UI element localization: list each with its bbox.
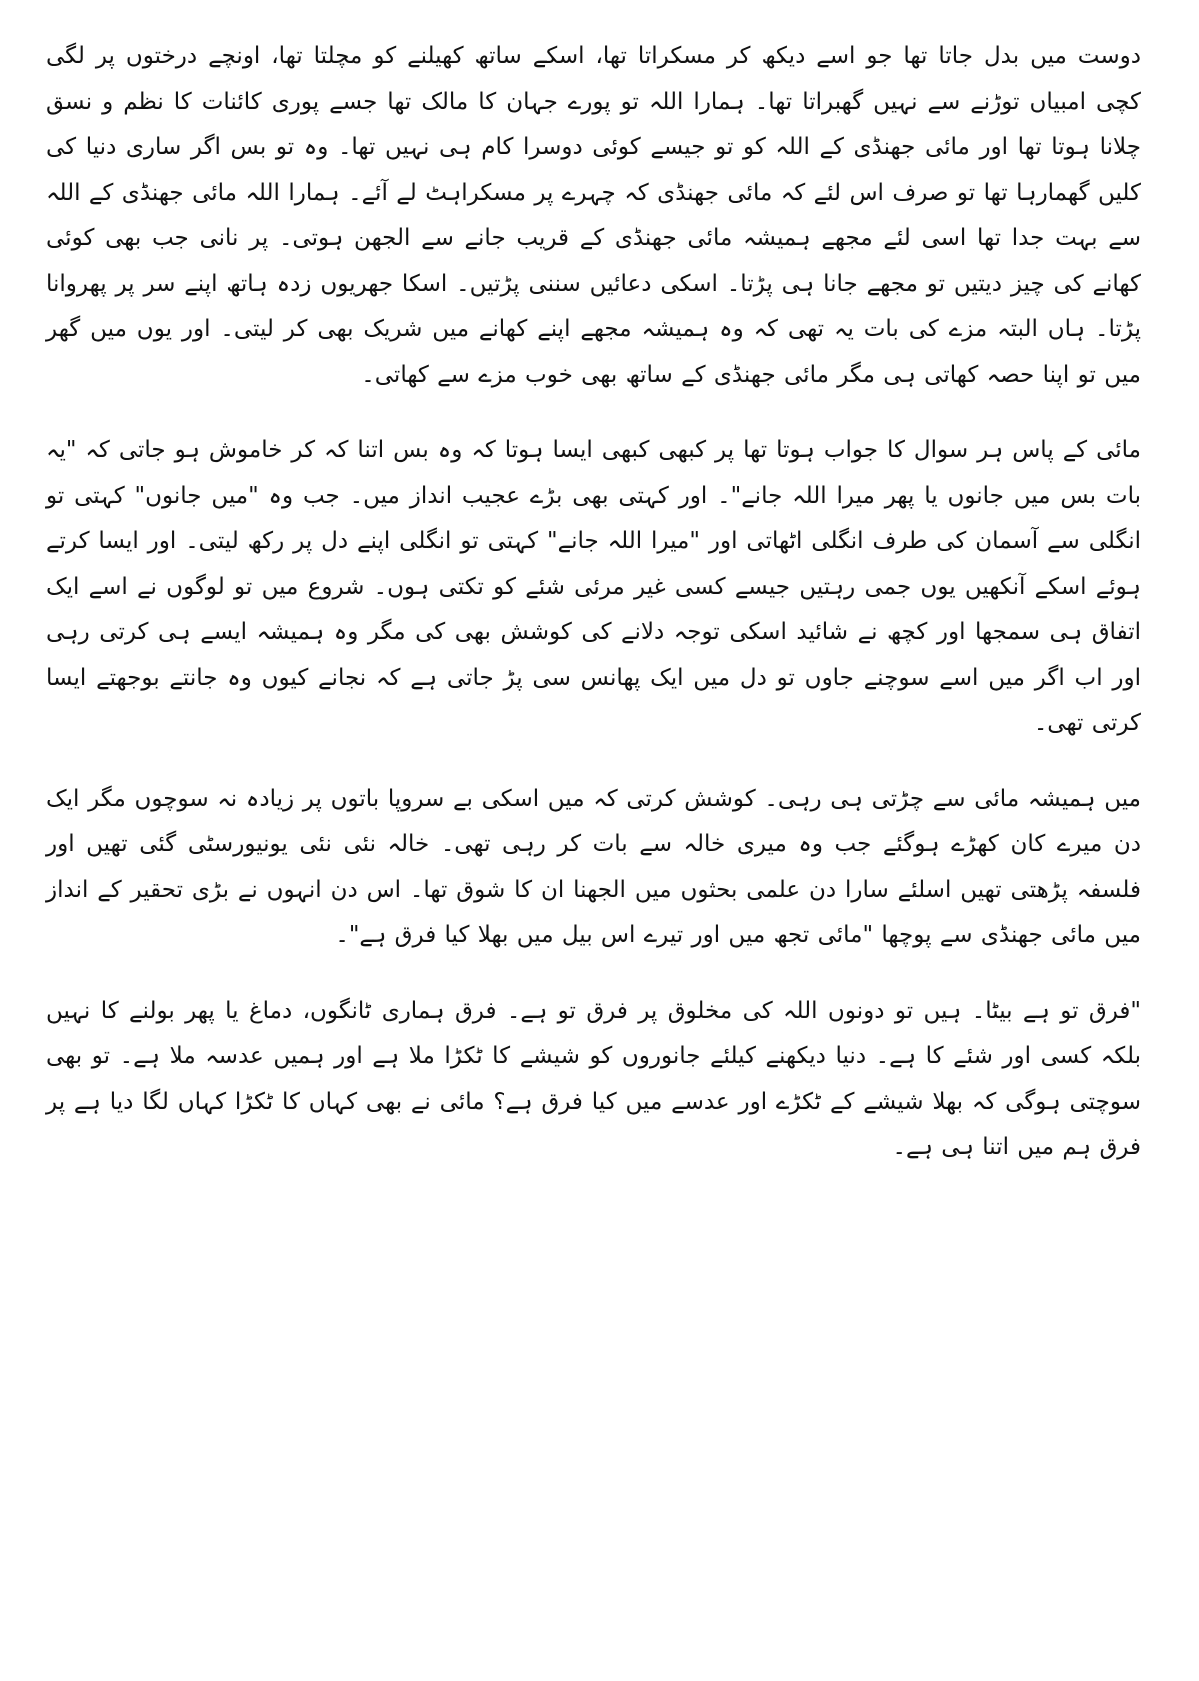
paragraph-3: میں ہمیشہ مائی سے چڑتی ہی رہی۔ کوشش کرتی کہ میں اسکی بے سروپا باتوں پر زیادہ نہ سوچوں مگر ایک دن میرے کان کھڑے ہوگئے جب وہ میری خالہ سے بات کر رہی تھی۔ خالہ نئی نئی یونیورسٹی گئی تھیں اور فلسفہ پڑھتی تھیں اسلئے سارا دن علمی بحثوں میں الجھنا ان کا شوق تھا۔ اس دن انہوں نے بڑی تحقیر کے انداز میں مائی جھنڈی سے پوچھا "مائی تجھ میں اور تیرے اس بیل میں بھلا کیا فرق ہے"۔ bbox=[46, 785, 1141, 948]
paragraph-spacer bbox=[46, 747, 1141, 777]
paragraph-4: "فرق تو ہے بیٹا۔ ہیں تو دونوں اللہ کی مخلوق پر فرق تو ہے۔ فرق ہماری ٹانگوں، دماغ یا پھر بولنے کا نہیں بلکہ کسی اور شئے کا ہے۔ دنیا دیکھنے کیلئے جانوروں کو شیشے کا ٹکڑا ملا ہے اور ہمیں عدسہ ملا ہے۔ تو بھی سوچتی ہوگی کہ بھلا شیشے کے ٹکڑے اور عدسے میں کیا فرق ہے؟ مائی نے بھی کہاں کا ٹکڑا کہاں لگا دیا ہے پر فرق ہم میں اتنا ہی ہے۔ bbox=[46, 997, 1141, 1160]
paragraph-1: دوست میں بدل جاتا تھا جو اسے دیکھ کر مسکراتا تھا، اسکے ساتھ کھیلنے کو مچلتا تھا، اونچے درختوں پر لگی کچی امبیاں توڑنے سے نہیں گھبراتا تھا۔ ہمارا اللہ تو پورے جہان کا مالک تھا جسے پوری کائنات کا نظم و نسق چلانا ہوتا تھا اور مائی جھنڈی کے اللہ کو تو جیسے کوئی دوسرا کام ہی نہیں تھا۔ وہ تو بس اگر ساری دنیا کی کلیں گھمارہا تھا تو صرف اس لئے کہ مائی جھنڈی کہ چہرے پر مسکراہٹ لے آئے۔ ہمارا اللہ مائی جھنڈی کے اللہ سے بہت جدا تھا اسی لئے مجھے ہمیشہ مائی جھنڈی کے قریب جانے سے الجھن ہوتی۔ پر نانی جب بھی کوئی کھانے کی چیز دیتیں تو مجھے جانا ہی پڑتا۔ اسکی دعائیں سننی پڑتیں۔ اسکا جھریوں زدہ ہاتھ اپنے سر پر پھروانا پڑتا۔ ہاں البتہ مزے کی بات یہ تھی کہ وہ ہمیشہ مجھے اپنے کھانے میں شریک بھی کر لیتی۔ اور یوں میں گھر میں تو اپنا حصہ کھاتی ہی مگر مائی جھنڈی کے ساتھ بھی خوب مزے سے کھاتی۔ bbox=[46, 43, 1141, 388]
paragraph-spacer bbox=[46, 959, 1141, 989]
paragraph-spacer bbox=[46, 398, 1141, 428]
paragraph-2: مائی کے پاس ہر سوال کا جواب ہوتا تھا پر کبھی کبھی ایسا ہوتا کہ وہ بس اتنا کہ کر خاموش ہو جاتی کہ "یہ بات بس میں جانوں یا پھر میرا اللہ جانے"۔ اور کہتی بھی بڑے عجیب انداز میں۔ جب وہ "میں جانوں" کہتی تو انگلی سے آسمان کی طرف انگلی اٹھاتی اور "میرا اللہ جانے" کہتی تو انگلی اپنے دل پر رکھ لیتی۔ اور ایسا کرتے ہوئے اسکے آنکھیں یوں جمی رہتیں جیسے کسی غیر مرئی شئے کو تکتی ہوں۔ شروع میں تو لوگوں نے اسے ایک اتفاق ہی سمجھا اور کچھ نے شائید اسکی توجہ دلانے کی کوشش بھی کی مگر وہ ہمیشہ ایسے ہی کرتی رہی اور اب اگر میں اسے سوچنے جاوں تو دل میں ایک پھانس سی پڑ جاتی ہے کہ نجانے کیوں وہ جانتے بوجھتے ایسا کرتی تھی۔ bbox=[46, 437, 1141, 736]
